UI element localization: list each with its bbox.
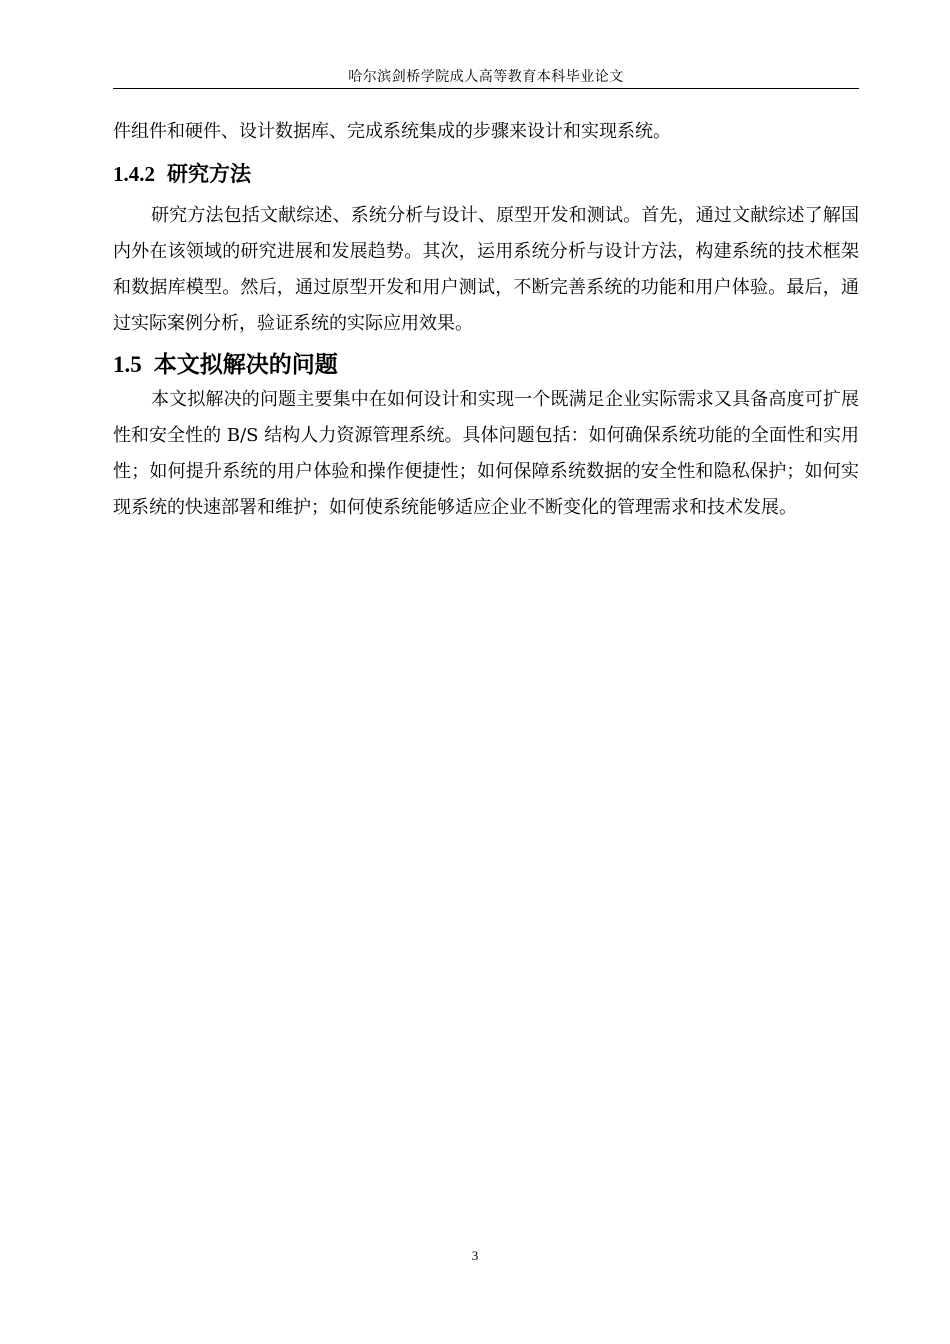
problems-paragraph: 本文拟解决的问题主要集中在如何设计和实现一个既满足企业实际需求又具备高度可扩展性和安全性的 B/S 结构人力资源管理系统。具体问题包括：如何确保系统功能的全面性和实用性；如何提升系统的用户体验和操作便捷性；如何保障系统数据的安全性和隐私保护；如何实现系统的快速部署和维护；如何使系统能够适应企业不断变化的管理需求和技术发展。: [113, 389, 859, 518]
section-title: 本文拟解决的问题: [153, 352, 338, 378]
section-number: 1.4.2: [113, 162, 155, 186]
section-number: 1.5: [113, 352, 142, 377]
research-methods-paragraph: 研究方法包括文献综述、系统分析与设计、原型开发和测试。首先，通过文献综述了解国内外在该领域的研究进展和发展趋势。其次，运用系统分析与设计方法，构建系统的技术框架和数据库模型。然后，通过原型开发和用户测试，不断完善系统的功能和用户体验。最后，通过实际案例分析，验证系统的实际应用效果。: [113, 205, 859, 334]
section-heading-1-5: [113, 348, 859, 382]
page-header: [113, 62, 859, 89]
continuation-paragraph: 件组件和硬件、设计数据库、完成系统集成的步骤来设计和实现系统。: [113, 121, 671, 142]
page-header-title: 哈尔滨剑桥学院成人高等教育本科毕业论文: [348, 69, 624, 85]
document-body: [113, 114, 859, 526]
section-heading-1-4-2: [113, 156, 859, 192]
page-number: 3: [471, 1248, 479, 1263]
section-title: 研究方法: [167, 162, 251, 186]
